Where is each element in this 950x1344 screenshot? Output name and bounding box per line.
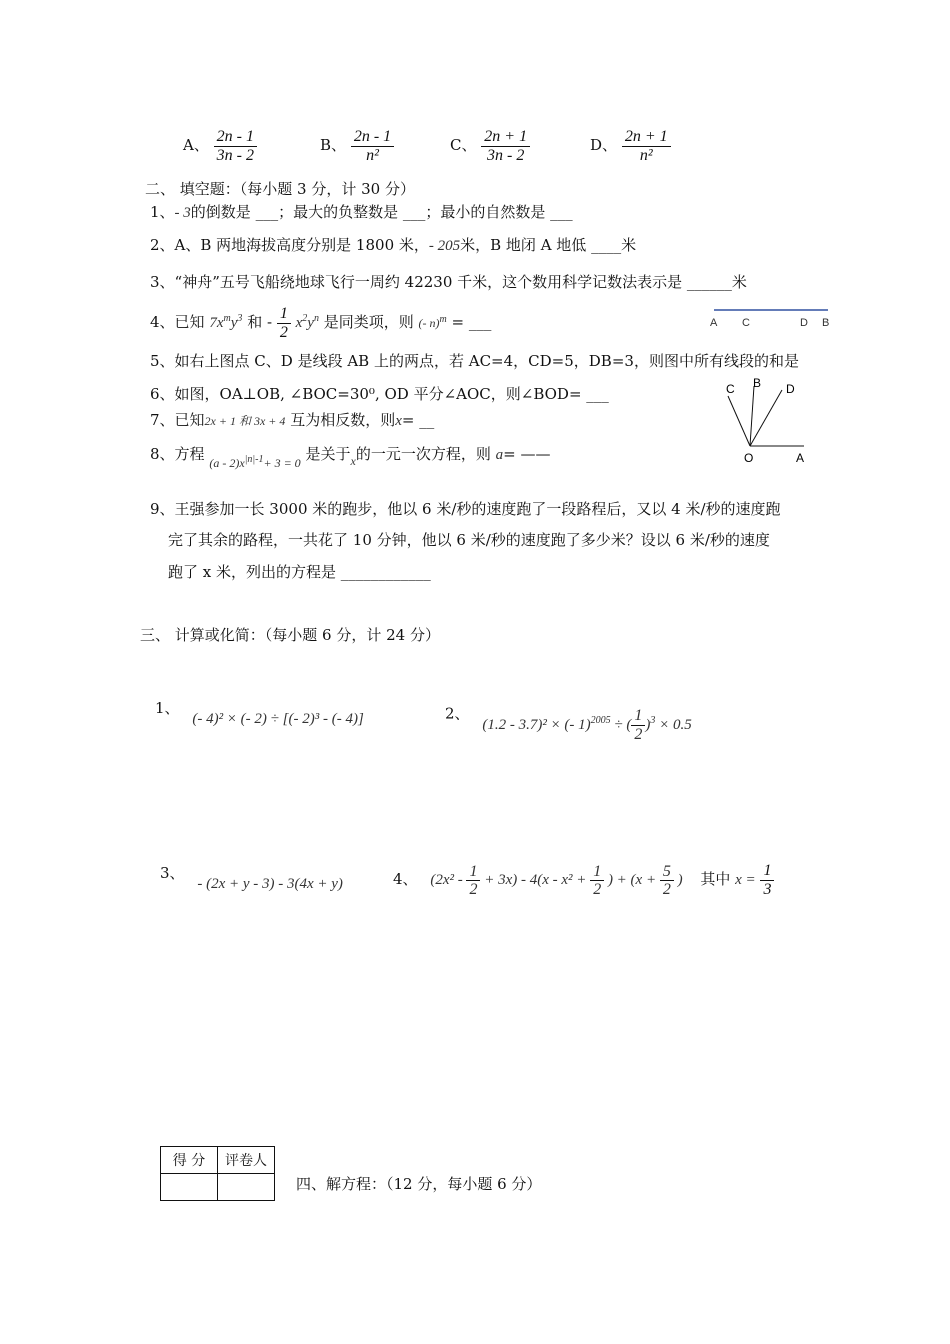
segment-diagram [706,300,836,332]
fill-q5: 5、如右上图点 C、D 是线段 AB 上的两点，若 AC=4，CD=5，DB=3，则图中所有线段的和是 [150,352,799,370]
fill-q9-line1: 9、王强参加一长 3000 米的跑步，他以 6 米/秒的速度跑了一段路程后，又以 4 米/秒的速度跑 [150,500,781,518]
calc-p3: 3、 - (2x + y - 3) - 3(4x + y) [160,864,343,892]
angle-label-o: O [744,451,754,465]
fill-q6: 6、如图，OA⊥OB, ∠BOC=30⁰, OD 平分∠AOC，则∠BOD= ___ [150,385,609,403]
score-table [160,1146,275,1201]
fill-q9-line2: 完了其余的路程，一共花了 10 分钟，他以 6 米/秒的速度跑了多少米？设以 6 米/秒的速度 [168,531,770,549]
angle-label-c: C [726,382,735,396]
choice-d: D、 $\frac{2n + 1}{\text{n²}}$ [590,128,671,164]
section2-title: 二、 填空题：（每小题 3 分，计 30 分） [145,180,415,198]
calc-p2: 2、 (1.2 - 3.7)² × (- 1)$^{2005}$ ÷ ( $\frac{1}{2}$ )$^3$ × 0.5 [445,704,692,743]
score-cell[interactable] [161,1174,218,1201]
grader-cell[interactable] [218,1174,275,1201]
segment-label-a: A [710,317,718,329]
choice-a: A、 $\frac{2n - 1}{3n - 2}$ [183,128,257,164]
fill-q9-line3: 跑了 x 米，列出的方程是 ____________ [168,563,431,581]
angle-diagram [716,376,816,468]
fill-q8: 8、方程 $_{(a - 2)x^{|n|-1}+ 3 = 0}$ 是关于$_x$的一元一次方程，则 a= —— [150,445,551,470]
section4-title: 四、解方程：（12 分，每小题 6 分） [296,1175,542,1193]
calc-p1: 1、 (- 4)² × (- 2) ÷ [(- 2)³ - (- 4)] [155,699,364,727]
segment-label-b: B [822,317,830,329]
section3-title: 三、 计算或化简：（每小题 6 分，计 24 分） [140,626,440,644]
segment-label-d: D [800,317,808,329]
angle-label-d: D [786,382,795,396]
angle-label-b: B [753,376,762,390]
angle-label-a: A [796,451,805,465]
choice-c: C、 $\frac{2n + 1}{3n - 2}$ [450,128,530,164]
grader-header: 评卷人 [218,1147,275,1174]
calc-p4: 4、 (2x² - $\frac{1}{2}$ + 3x) - 4(x - x² + $\frac{1}{2}$ ) + (x + $\frac{5}{2}$ ) 其中 x = $\frac{1}{3}$ [393,862,774,899]
choice-b: B、 $\frac{2n - 1}{\text{n²}}$ [320,128,394,164]
fill-q3: 3、“神舟”五号飞船绕地球飞行一周约 42230 千米，这个数用科学记数法表示是 ______米 [150,273,747,291]
fill-q7: 7、已知2x + 1 和 3x + 4 互为相反数，则x= __ [150,411,435,429]
fill-q2: 2、A、B 两地海拔高度分别是 1800 米，- 205米，B 地闭 A 地低 ____米 [150,236,637,254]
fill-q1: 1、- 3的倒数是 ___；最大的负整数是 ___；最小的自然数是 ___ [150,203,573,221]
fill-q4: 4、已知 $7x^my^3$ 和 - $\frac{1}{2}$ $x^2y^n$ 是同类项，则 (- n)$^m$ = ___ [150,305,492,341]
segment-label-c: C [742,317,750,329]
score-header: 得 分 [161,1147,218,1174]
